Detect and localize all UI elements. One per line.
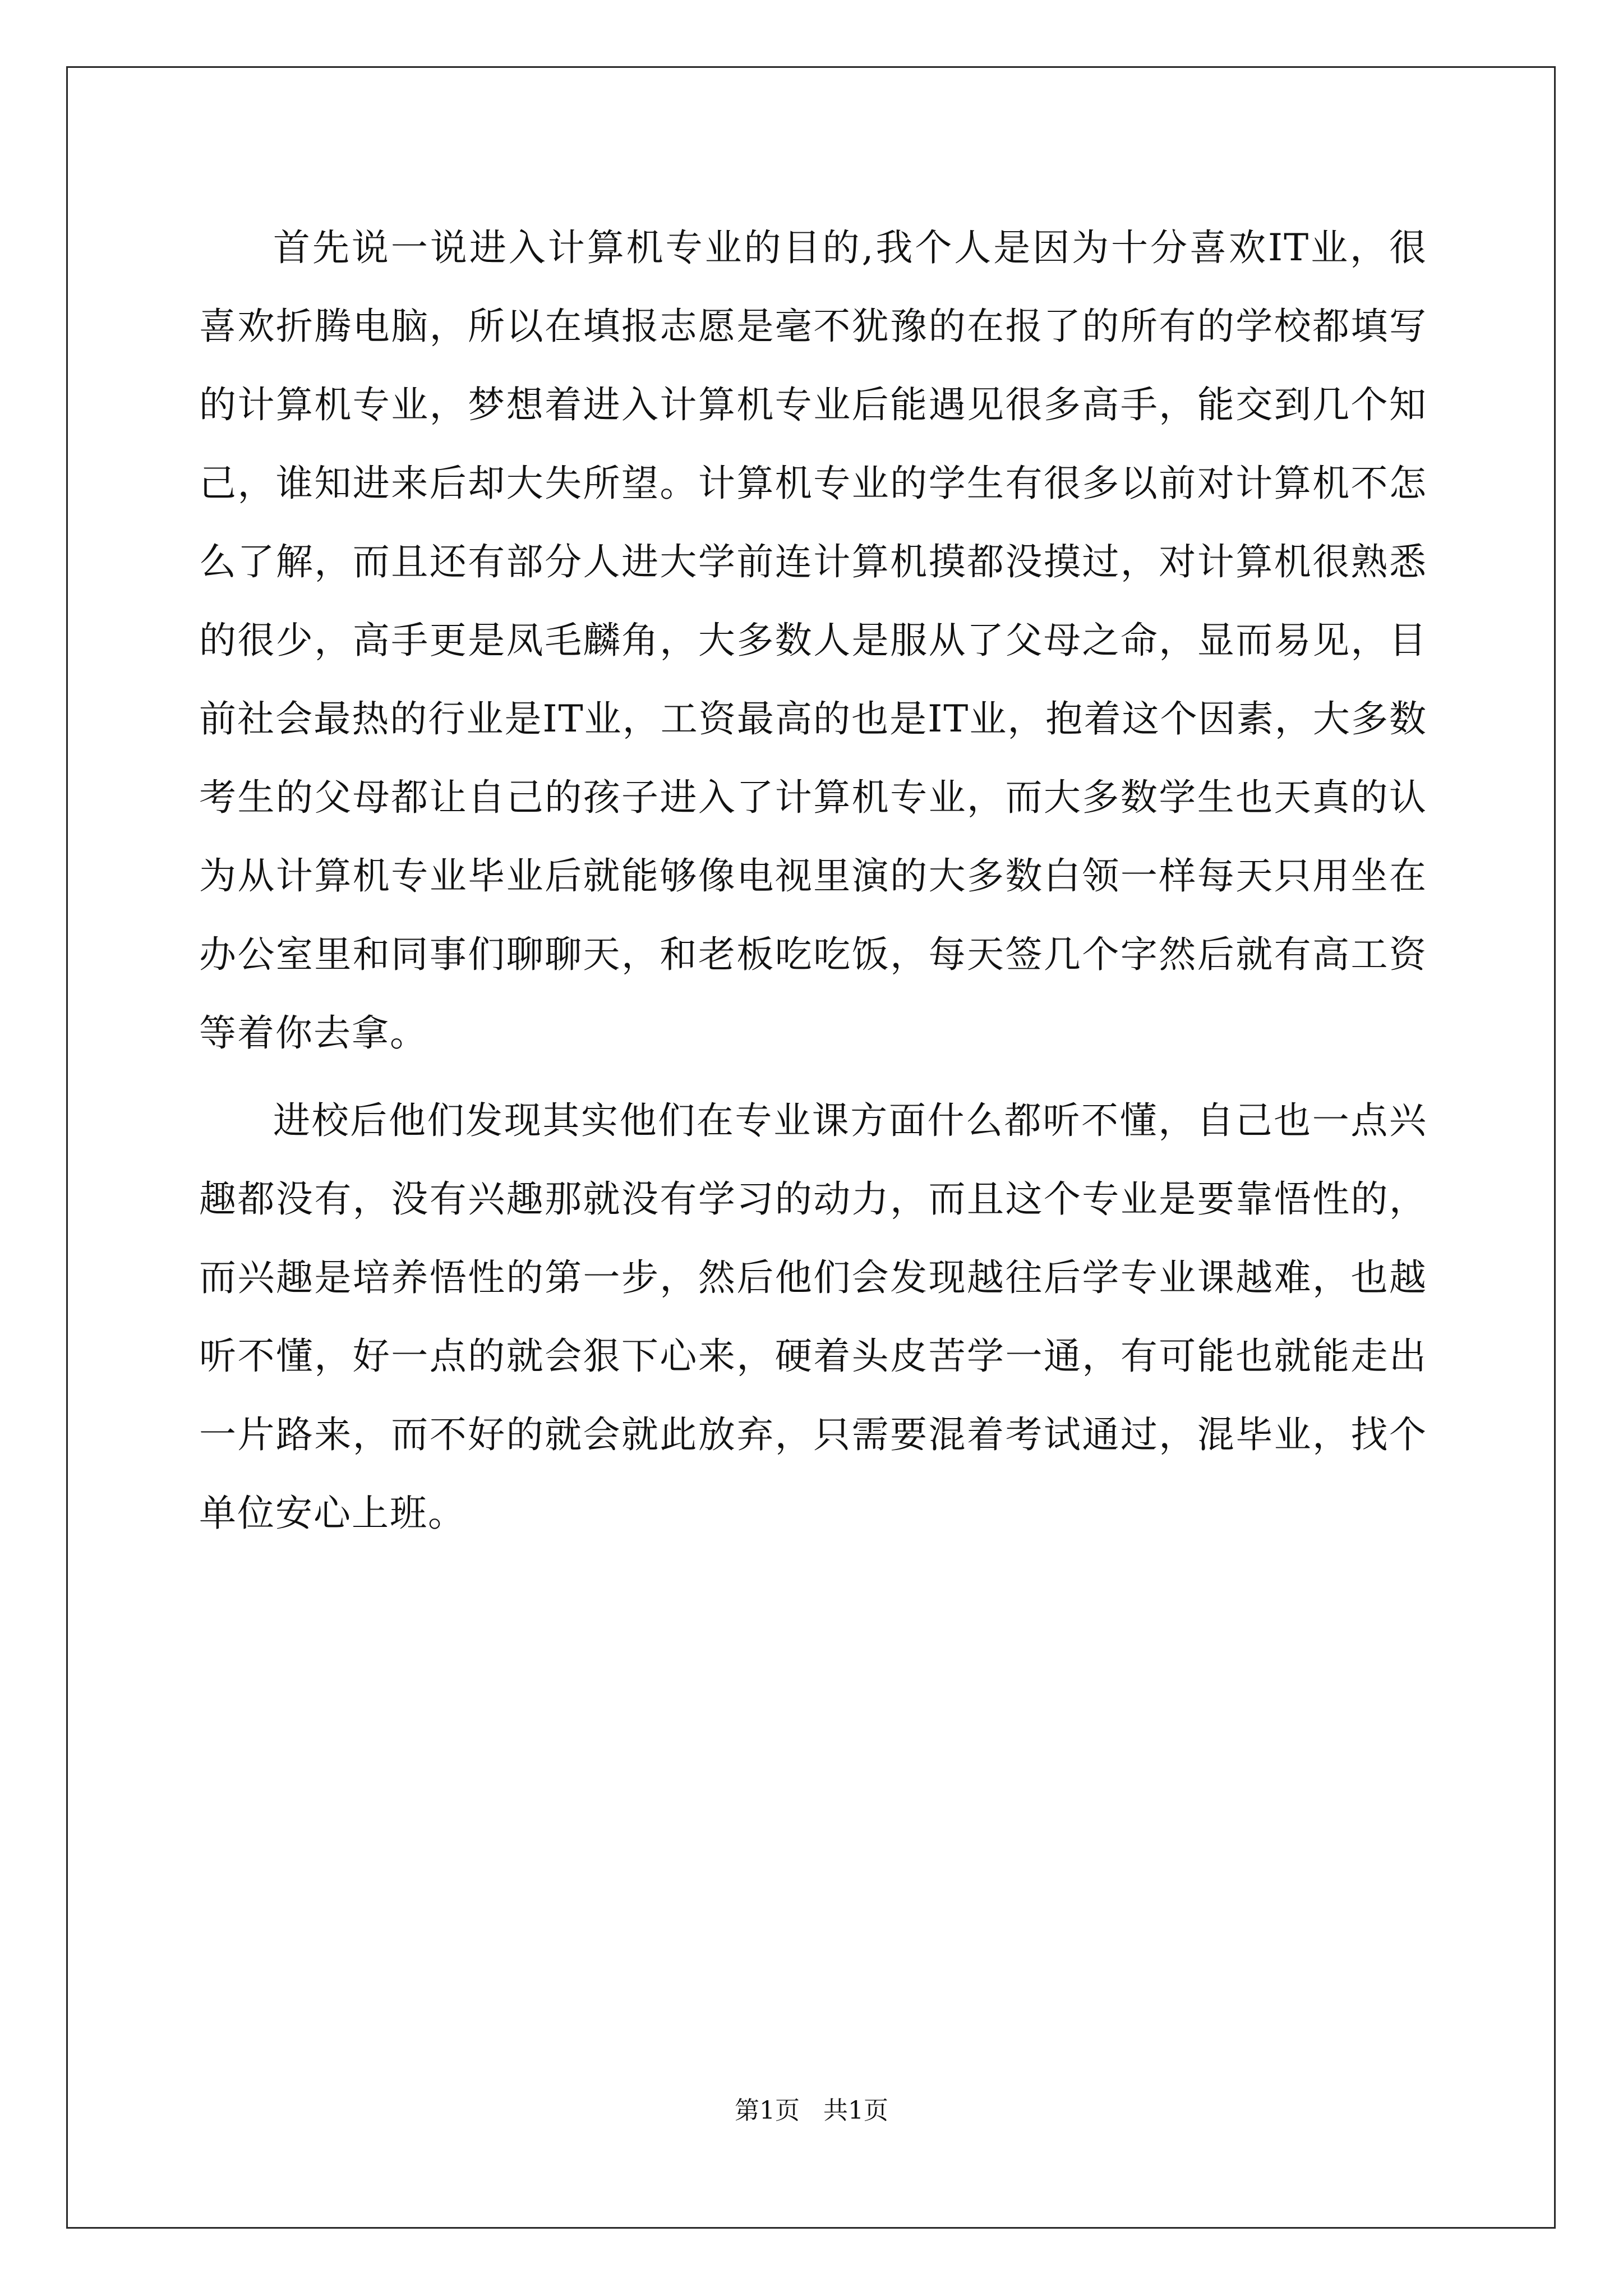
- page-number-footer: 第1页 共1页: [735, 2096, 888, 2125]
- document-body: [199, 209, 1427, 1562]
- paragraph-1: 首先说一说进入计算机专业的目的,我个人是因为十分喜欢IT业，很喜欢折腾电脑，所以在填报志愿是毫不犹豫的在报了的所有的学校都填写的计算机专业，梦想着进入计算机专业后能遇见很多高手，能交到几个知己，谁知进来后却大失所望。计算机专业的学生有很多以前对计算机不怎么了解，而且还有部分人进大学前连计算机摸都没摸过，对计算机很熟悉的很少，高手更是凤毛麟角，大多数人是服从了父母之命，显而易见，目前社会最热的行业是IT业，工资最高的也是IT业，抱着这个因素，大多数考生的父母都让自己的孩子进入了计算机专业，而大多数学生也天真的认为从计算机专业毕业后就能够像电视里演的大多数白领一样每天只用坐在办公室里和同事们聊聊天，和老板吃吃饭，每天签几个字然后就有高工资等着你去拿。: [199, 226, 1427, 1055]
- paragraph-2: 进校后他们发现其实他们在专业课方面什么都听不懂，自己也一点兴趣都没有，没有兴趣那就没有学习的动力，而且这个专业是要靠悟性的，而兴趣是培养悟性的第一步，然后他们会发现越往后学专业课越难，也越听不懂，好一点的就会狠下心来，硬着头皮苦学一通，有可能也就能走出一片路来，而不好的就会就此放弃，只需要混着考试通过，混毕业，找个单位安心上班。: [199, 1099, 1427, 1535]
